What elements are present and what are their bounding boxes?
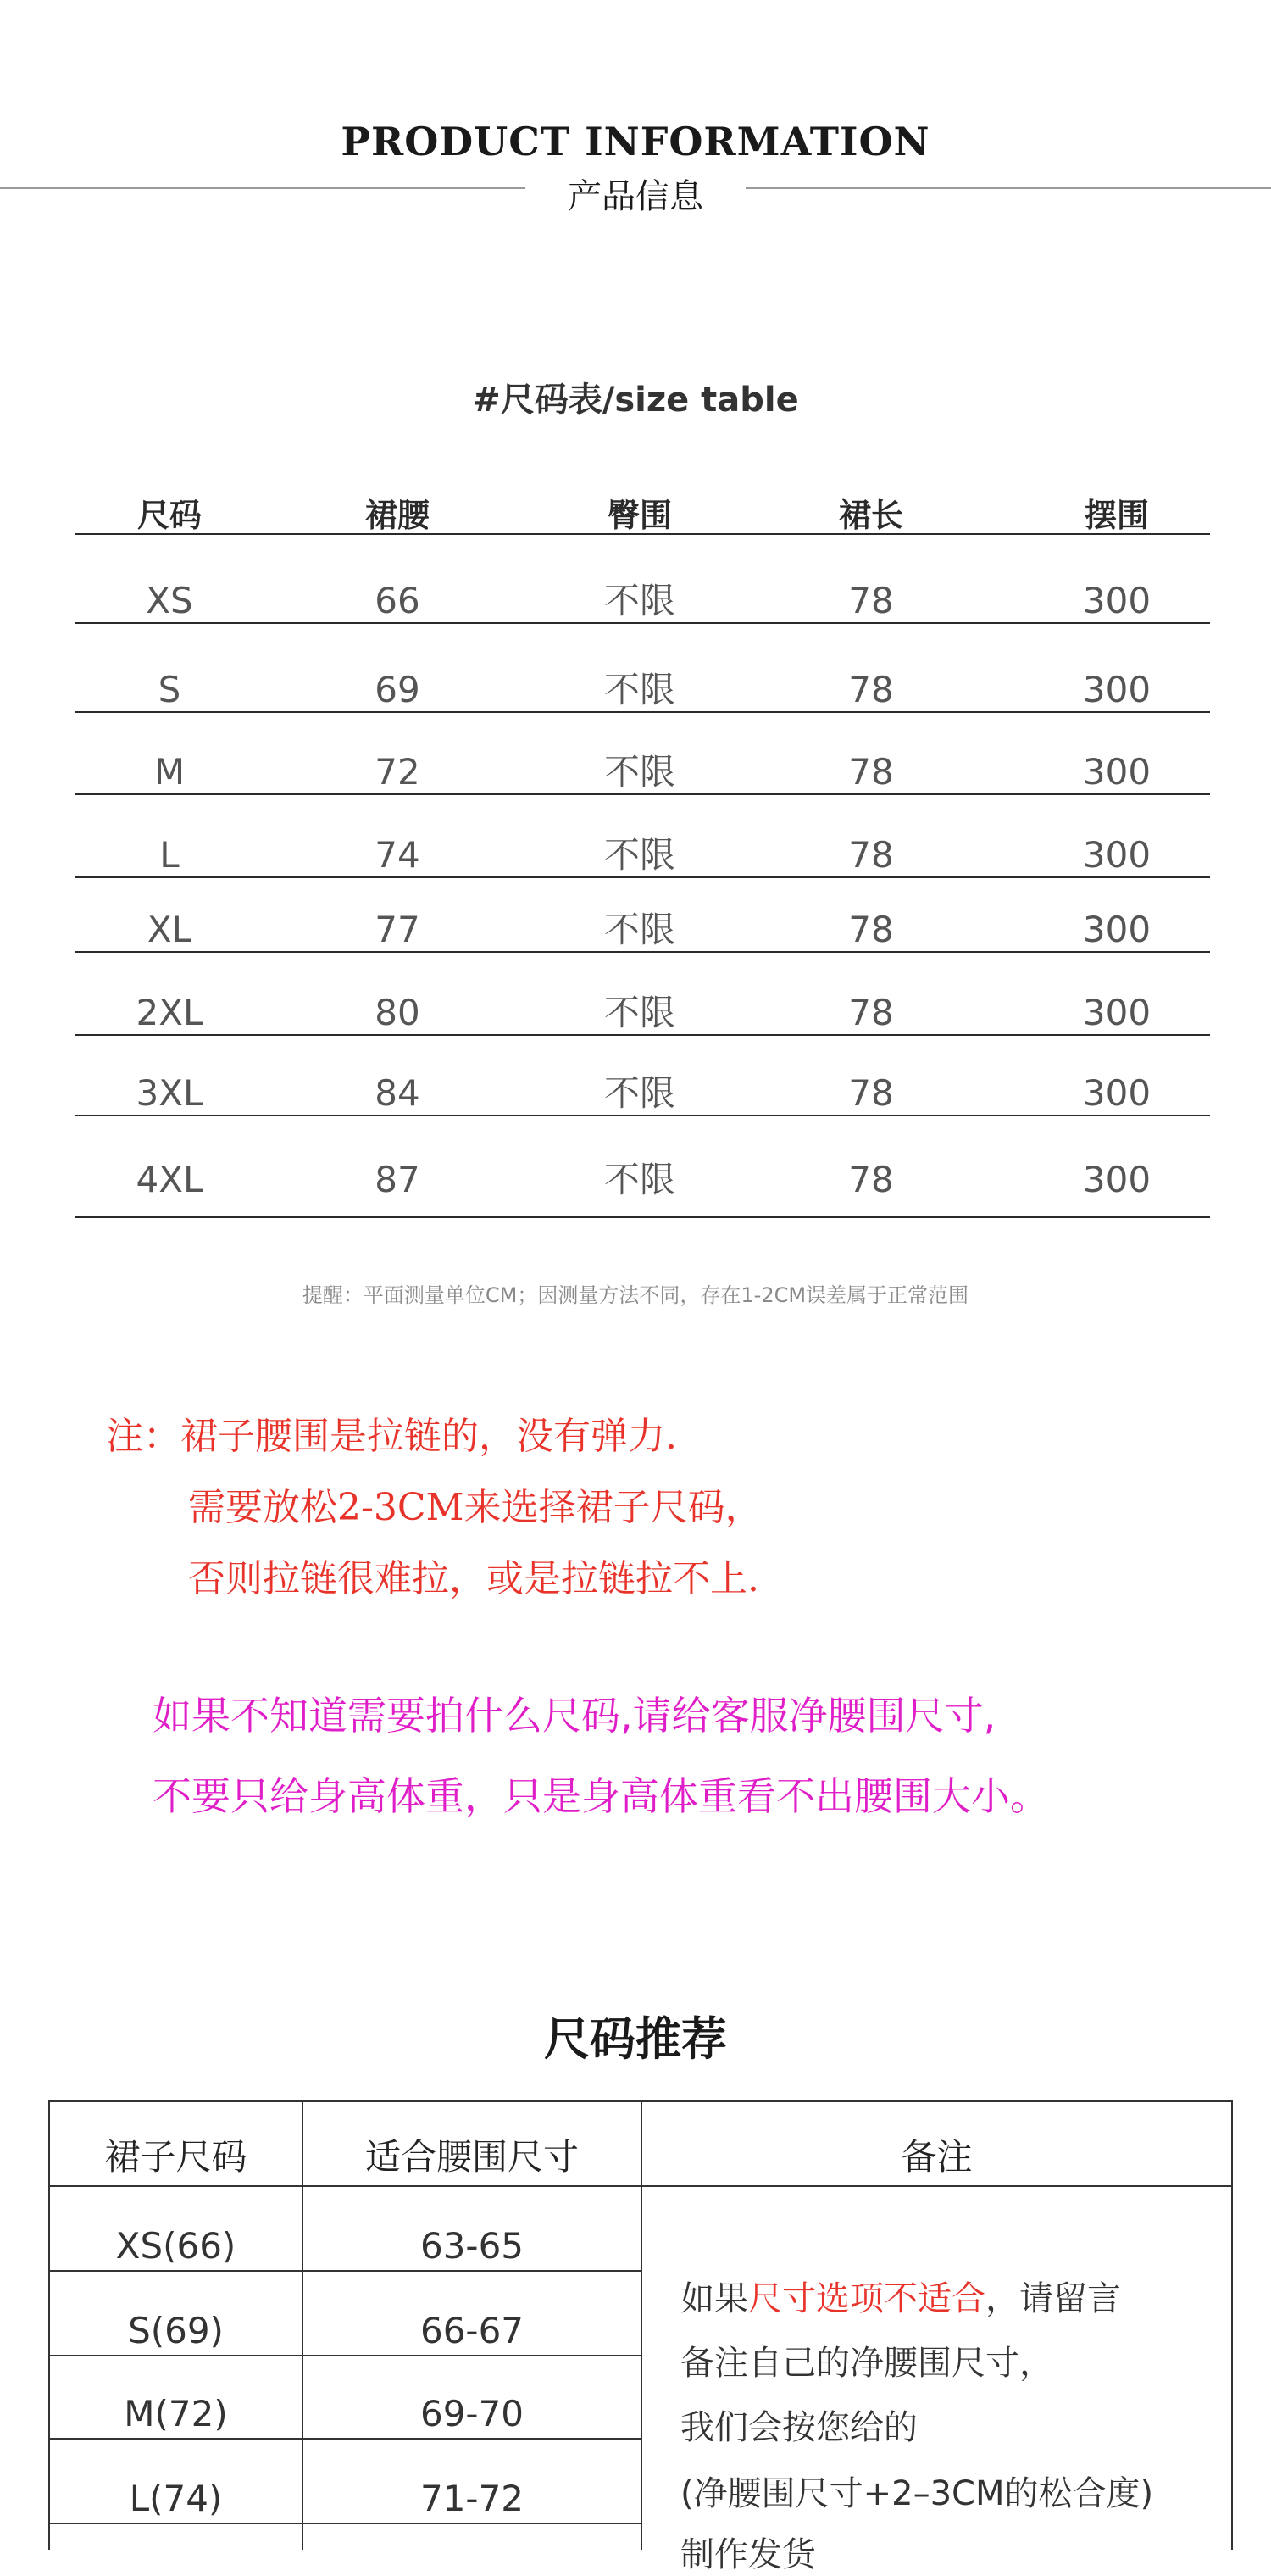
cell-length: 78 <box>848 751 894 793</box>
cell-hem: 300 <box>1082 1072 1152 1114</box>
cell-length: 78 <box>848 992 894 1033</box>
cell-waist: 69 <box>375 669 420 710</box>
table-row <box>75 1116 1210 1218</box>
table-row <box>75 953 1210 1036</box>
cell-skirt-size: S(69) <box>128 2310 224 2351</box>
cell-skirt-size: XS(66) <box>115 2225 236 2267</box>
cell-hip: 不限 <box>603 580 675 621</box>
cell-size: M <box>153 751 186 793</box>
cell-size: 2XL <box>136 992 203 1033</box>
table-row <box>75 535 1210 624</box>
remark-line-1-suffix: ，请留言 <box>985 2279 1121 2318</box>
column-header-hip: 臀围 <box>607 497 672 534</box>
cell-hem: 300 <box>1082 669 1152 710</box>
cell-hem: 300 <box>1082 992 1152 1033</box>
cell-size: XS <box>146 580 193 621</box>
remark-highlight: 尺寸选项不适合 <box>748 2279 985 2318</box>
cell-hem: 300 <box>1082 834 1152 876</box>
note-line-2: 需要放松2-3CM来选择裙子尺码， <box>188 1486 763 1529</box>
tip-line-1: 如果不知道需要拍什么尺码,请给客服净腰围尺寸, <box>153 1693 996 1739</box>
cell-length: 78 <box>848 1072 894 1114</box>
remark-line-2: 备注自己的净腰围尺寸， <box>680 2344 1053 2383</box>
cell-hip: 不限 <box>603 992 675 1033</box>
column-header-size: 尺码 <box>136 497 202 534</box>
cell-hip: 不限 <box>603 834 675 876</box>
cell-length: 78 <box>848 669 894 710</box>
cell-length: 78 <box>848 834 894 876</box>
cell-hem: 300 <box>1082 909 1152 950</box>
cell-fit-waist: 63-65 <box>419 2225 524 2267</box>
table-row <box>75 878 1210 953</box>
page-title: PRODUCT INFORMATION <box>341 119 930 164</box>
cell-length: 78 <box>848 909 894 950</box>
cell-waist: 74 <box>375 834 420 876</box>
cell-waist: 87 <box>375 1159 420 1200</box>
cell-length: 78 <box>848 580 894 621</box>
cell-size: L <box>159 834 180 876</box>
measurement-reminder: 提醒：平面测量单位CM；因测量方法不同，存在1-2CM误差属于正常范围 <box>302 1283 969 1307</box>
recommendation-table <box>48 2100 1233 2574</box>
recommendation-title: 尺码推荐 <box>544 2012 727 2066</box>
cell-hip: 不限 <box>603 1072 675 1114</box>
cell-waist: 84 <box>375 1072 420 1114</box>
column-header-waist: 裙腰 <box>364 497 430 534</box>
column-header-hem: 摆围 <box>1084 497 1149 534</box>
remark-line-5: 制作发货 <box>680 2535 816 2574</box>
table-row <box>75 795 1210 878</box>
remark-line-3: 我们会按您给的 <box>680 2408 918 2447</box>
size-table-header <box>75 487 1210 535</box>
cell-size: S <box>158 669 181 710</box>
column-header-fit-waist: 适合腰围尺寸 <box>364 2136 579 2178</box>
row-divider <box>50 2523 641 2524</box>
cell-size: 4XL <box>136 1159 203 1200</box>
cell-skirt-size: M(72) <box>124 2393 228 2434</box>
cell-hem: 300 <box>1082 751 1152 793</box>
remark-line-4: (净腰围尺寸+2–3CM的松合度) <box>680 2474 1154 2513</box>
table-row <box>75 1036 1210 1116</box>
cell-length: 78 <box>848 1159 894 1200</box>
column-header-skirt-size: 裙子尺码 <box>104 2136 247 2178</box>
cell-hip: 不限 <box>603 909 675 950</box>
cell-hip: 不限 <box>603 751 675 793</box>
cell-waist: 80 <box>375 992 420 1033</box>
cell-size: XL <box>147 909 192 950</box>
cell-waist: 66 <box>375 580 420 621</box>
cell-waist: 72 <box>375 751 420 793</box>
cell-skirt-size: L(74) <box>129 2478 223 2519</box>
cell-hem: 300 <box>1082 1159 1152 1200</box>
table-row <box>75 713 1210 795</box>
size-table-title: #尺码表/size table <box>472 381 799 420</box>
cell-size: 3XL <box>136 1072 203 1114</box>
column-header-length: 裙长 <box>838 497 903 534</box>
cell-fit-waist: 66-67 <box>419 2310 524 2351</box>
cell-hem: 300 <box>1082 580 1152 621</box>
tip-line-2: 不要只给身高体重，只是身高体重看不出腰围大小。 <box>153 1773 1049 1819</box>
size-table <box>75 487 1210 1218</box>
note-line-3: 否则拉链很难拉，或是拉链拉不上. <box>188 1557 759 1600</box>
page-subtitle: 产品信息 <box>568 177 703 216</box>
cell-hip: 不限 <box>603 669 675 710</box>
cell-hip: 不限 <box>603 1159 675 1200</box>
table-row <box>75 624 1210 713</box>
cell-fit-waist: 71-72 <box>419 2478 524 2519</box>
remark-line-1-prefix: 如果 <box>680 2279 748 2318</box>
cell-waist: 77 <box>375 909 420 950</box>
cell-fit-waist: 69-70 <box>419 2393 524 2434</box>
column-header-remark: 备注 <box>901 2136 973 2178</box>
note-line-1: 注：裙子腰围是拉链的，没有弹力. <box>106 1415 677 1458</box>
remark-line-1 <box>680 2272 1223 2320</box>
